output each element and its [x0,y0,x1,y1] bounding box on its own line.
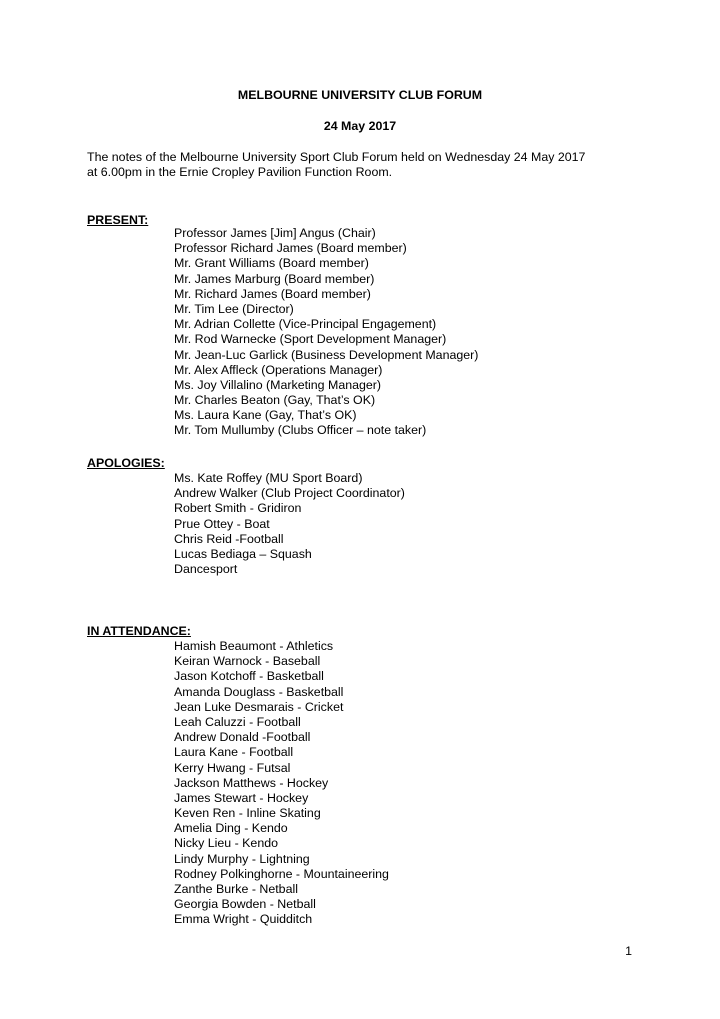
list-item: Mr. Alex Affleck (Operations Manager) [174,362,383,377]
list-item: Prue Ottey - Boat [174,516,270,531]
list-item: Mr. Rod Warnecke (Sport Development Manager) [174,332,447,347]
list-item: Amanda Douglass - Basketball [174,684,344,699]
list-item: Jackson Matthews - Hockey [174,775,329,790]
list-item: Nicky Lieu - Kendo [174,836,278,851]
list-item: Rodney Polkinghorne - Mountaineering [174,866,389,881]
list-item: Ms. Laura Kane (Gay, That’s OK) [174,408,357,423]
intro-line: The notes of the Melbourne University Sport Club Forum held on Wednesday 24 May 2017 [87,150,586,164]
list-item: Hamish Beaumont - Athletics [174,639,334,653]
list-item: Mr. Adrian Collette (Vice-Principal Engagement) [174,317,437,332]
list-item: Mr. Tim Lee (Director) [174,301,294,316]
attendance-heading: IN ATTENDANCE: [87,624,191,638]
list-item: Leah Caluzzi - Football [174,714,301,729]
list-item: Georgia Bowden - Netball [174,897,316,912]
list-item: Lindy Murphy - Lightning [174,851,310,866]
list-item: Professor Richard James (Board member) [174,241,407,256]
list-item: Robert Smith - Gridiron [174,501,302,516]
document-title: MELBOURNE UNIVERSITY CLUB FORUM [237,88,483,102]
meeting-date: 24 May 2017 [323,119,397,133]
list-item: Keven Ren - Inline Skating [174,806,321,821]
list-item: Ms. Joy Villalino (Marketing Manager) [174,377,382,392]
present-list [174,226,478,439]
list-item: Mr. Grant Williams (Board member) [174,256,369,271]
list-item: Keiran Warnock - Baseball [174,654,321,669]
list-item: Professor James [Jim] Angus (Chair) [174,226,376,240]
list-item: Amelia Ding - Kendo [174,821,288,836]
page-number: 1 [625,944,632,958]
list-item: Mr. Richard James (Board member) [174,286,371,301]
list-item: Andrew Donald -Football [174,730,311,745]
list-item: Mr. Tom Mullumby (Clubs Officer – note taker) [174,423,427,438]
intro-paragraph [87,150,647,180]
apologies-list [174,471,405,577]
list-item: Andrew Walker (Club Project Coordinator) [174,486,405,501]
list-item: Emma Wright - Quidditch [174,912,313,927]
list-item: Laura Kane - Football [174,745,294,760]
attendance-list [174,639,389,928]
list-item: Zanthe Burke - Netball [174,882,298,896]
list-item: James Stewart - Hockey [174,790,309,805]
list-item: Lucas Bediaga – Squash [174,546,312,561]
list-item: Chris Reid -Football [174,531,284,546]
list-item: Mr. Jean-Luc Garlick (Business Development Manager) [174,347,479,362]
list-item: Ms. Kate Roffey (MU Sport Board) [174,471,363,485]
intro-line: at 6.00pm in the Ernie Cropley Pavilion Function Room. [87,165,393,180]
apologies-heading: APOLOGIES: [87,456,165,470]
list-item: Mr. James Marburg (Board member) [174,271,375,286]
list-item: Dancesport [174,562,238,577]
list-item: Mr. Charles Beaton (Gay, That’s OK) [174,393,376,408]
list-item: Jean Luke Desmarais - Cricket [174,699,344,714]
list-item: Jason Kotchoff - Basketball [174,669,324,684]
present-heading: PRESENT: [87,213,149,227]
list-item: Kerry Hwang - Futsal [174,760,291,775]
